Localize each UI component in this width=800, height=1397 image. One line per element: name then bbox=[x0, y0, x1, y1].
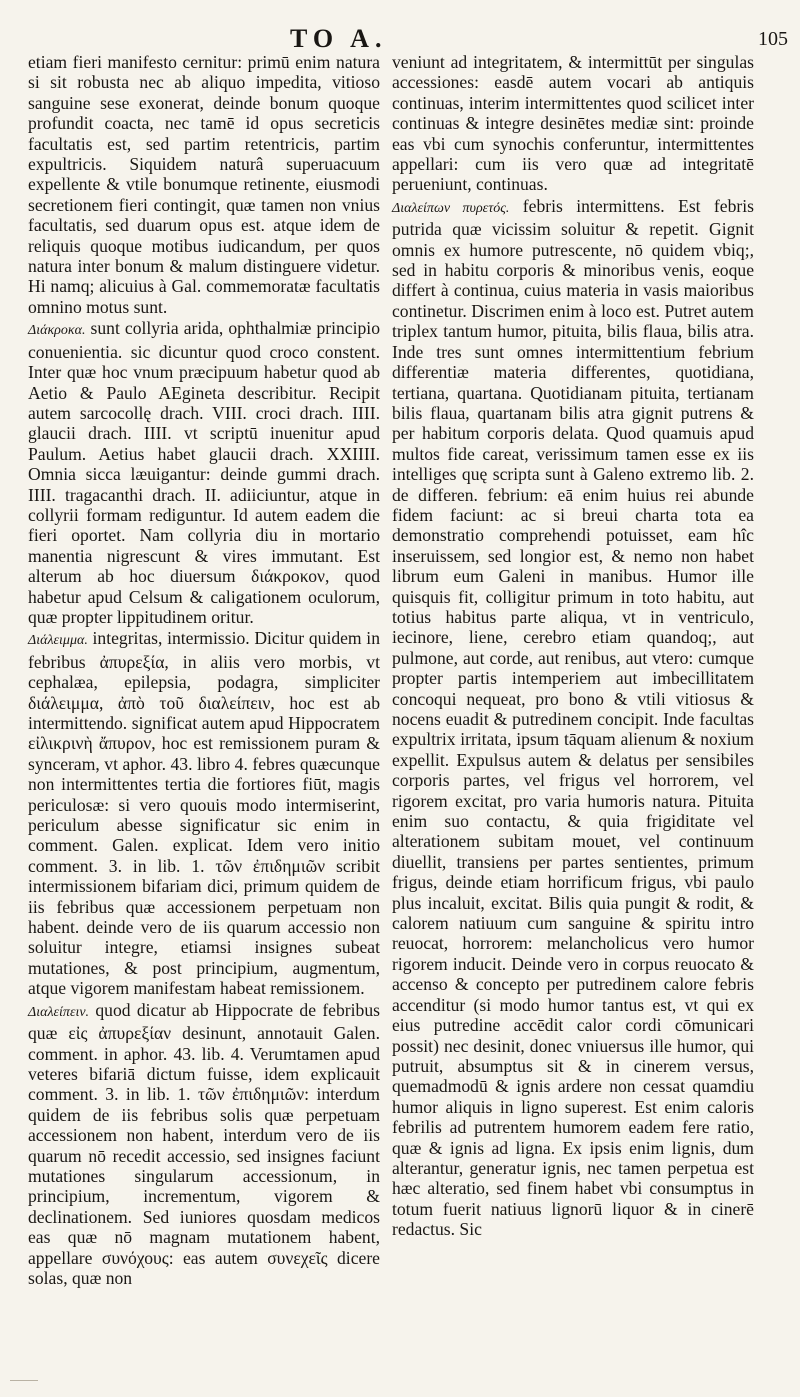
entry-text: veniunt ad integritatem, & intermittūt per singulas accessiones: easdē autem vocari ab antiquis continuas, interim intermittentes quod scilicet inter continuas & integre desinētes mediæ sint: proinde eas vbi cum synochis conferuntur, intermittentes appellari: cum iis vero quæ ad integritatē perueniunt, continuas. bbox=[392, 52, 754, 195]
entry-continuation bbox=[28, 52, 380, 317]
entry-lemma: Διάκροκα. bbox=[28, 323, 86, 339]
left-column bbox=[28, 52, 380, 1288]
right-column bbox=[392, 52, 754, 1240]
page-number: 105 bbox=[758, 28, 788, 50]
entry-text: febris intermittens. Est febris putrida quæ vicissim soluitur & repetit. Gignit omnis ex humore putrescente, nō quidem vbiq;, sed in habitu corporis & minoribus venis, eoque differt à continua, cuius materia in vasis maioribus continetur. Discrimen enim à loco est. Putret autem triplex tantum humor, pituita, bilis flaua, bilis atra. Inde tres sunt omnes intermittentium febrium differentiæ materia differentes, quotidiana, tertiana, quartana. Quotidianam pituita, tertianam bilis flaua, quartanam bilis atra gignit putrens & per habitum corporis delata. Quod quamuis apud multos fide careat, verissimum tamen esse ex iis intelliges quę scripta sunt à Galeno extremo lib. 2. de differen. febrium: eā enim huius rei abunde fidem faciunt: ac si breui charta tota ea demonstratio comprehendi potuisset, eam hîc inseruissem, sed longior est, & nemo non habet librum eum Galeni in manibus. Humor ille quisquis fit, colligitur primum in toto habitu, aut totius habitus parte aliqua, vt in ventriculo, iecinore, liene, cerebro etiam quandoq;, aut pulmone, aut corde, aut renibus, aut vtero: cumque propter partis intemperiem aut imbecillitatem concoqui nequeat, pro bono & vtili vitiosus & nocens euadit & putredinem concipit. Inde facultas expultrix irritata, ipsum tāquam alienum & noxium expellit. Expulsus autem & delatus per sensibiles corporis partes, vel frigus vel horrorem, vel rigorem excitat, pro varia humoris natura. Pituita enim suo contactu, & quia frigiditate vel alterationem subitam mouet, vel continuum diuellit, transiens per partes sentientes, primum frigus, deinde etiam horrificum frigus, vbi paulo plus incaluit, excitat. Bilis quia pungit & rodit, & calorem natiuum cum sanguine & spiritu intro reuocat, horrorem: melancholicus vero humor rigorem inducit. Deinde vero in corpus reuocato & accenso & concepto per putredinem calore febris accenditur (si modo humor tantus est, vt qui ex eius putredine accēdit calor cordi cōmunicari possit) nec desinit, donec vniuersus ille humor, qui putruit, absumptus sit & in cinerem versus, quemadmodū & ignis ardere non cessat quamdiu humor aliquis in ligno superest. Est enim caloris febrilis ad putrentem humorem eadem fere ratio, quæ & ignis ad ligna. Ex ipsis enim lignis, dum alterantur, generatur ignis, nec tamen perpetua est hæc alteratio, sed finem habet vbi consumptus in totum fuerit natiuus lignorū liquor & in cinerē redactus. Sic bbox=[392, 195, 754, 1240]
entry-lemma: Διαλείπειν. bbox=[28, 1004, 90, 1020]
entry-text: quod dicatur ab Hippocrate de febribus quæ εἰς ἀπυρεξίαν desinunt, annotauit Galen. comment. in aphor. 43. lib. 4. Verumtamen apud veteres bifariā dictum fuisse, idem explicauit comment. 3. in lib. 1. τῶν ἐπιδημιῶν: interdum quidem de iis febribus solis quæ perpetuam accessionem non habent, interdum vero de iis quarum nō recedit accessio, sed insignes faciunt mutationes singularum accessionum, in principium, incrementum, vigorem & declinationem. Sed iuniores quosdam medicos eas quæ nō magnam mutationem habent, appellare συνόχους: eas autem συνεχεῖς dicere solas, quæ non bbox=[28, 999, 380, 1288]
entry-continuation bbox=[392, 52, 754, 195]
page-edge-mark bbox=[10, 1380, 38, 1391]
running-head bbox=[0, 4, 800, 53]
entry-diakroka bbox=[28, 318, 380, 627]
entry-text: integritas, intermissio. Dicitur quidem in febribus ἀπυρεξία, in aliis vero morbis, vt cephalæa, epilepsia, podagra, simpliciter διάλειμμα, ἀπὸ τοῦ διαλείπειν, hoc est ab intermittendo. significat autem apud Hippocratem εἰλικρινὴ ἄπυρον, hoc est remissionem puram & synceram, vt aphor. 43. libro 4. febres quæcunque non intermittentes tertia die fortiores fiūt, magis periculosæ: si vero quouis modo intermiserint, periculum abesse significatur sic enim in comment. Galen. explicat. Idem vero initio comment. 3. in lib. 1. τῶν ἐπιδημιῶν scribit intermissionem bifariam dici, primum quidem de iis febribus quæ accessionem perpetuam non habent. deinde vero de iis quarum accessio non soluitur integre, etiamsi insignes subeat mutationes, & post principium, augmentum, atque vigorem manifestam habeat remissionem. bbox=[28, 628, 380, 999]
entry-lemma: Διαλείπων πυρετός. bbox=[392, 200, 510, 216]
entry-text: sunt collyria arida, ophthalmiæ principio conuenientia. sic dicuntur quod croco constent. Inter quæ hoc vnum præcipuum habetur quod ab Aetio & Paulo AEgineta describitur. Recipit autem sarcocollę drach. VIII. croci drach. IIII. glaucii drach. IIII. vt scriptū inuenitur apud Paulum. Aetius habet glaucii drach. XXIIII. Omnia sicca læuigantur: deinde gummi drach. IIII. tragacanthi drach. II. adiiciuntur, atque in collyrii formam rediguntur. Id autem eadem die fieri oportet. Nam collyria diu in mortario manentia nigrescunt & vires immutant. Est alterum ab hoc diuersum διάκροκον, quod habetur apud Celsum & caligationem oculorum, quæ propter lippitudinem oritur. bbox=[28, 318, 380, 627]
entry-lemma: Διάλειμμα. bbox=[28, 633, 88, 649]
running-title: TO A. bbox=[290, 24, 388, 53]
entry-text: etiam fieri manifesto cernitur: primū enim natura si sit robusta nec ab aliquo impedita, vitioso sanguine sese exonerat, deinde bonum quoque profundit coacta, nec tamē id opus secreticis facultatis est, sed partim retentricis, partim expultricis. Siquidem naturâ superuacuum expellente & vtile bonumque retinente, eiusmodi secretionem fieri contingit, quæ tamen non vnius facultatis, sed duarum opus est. atque idem de reliquis quoque motibus iudicandum, per quos natura inter bonum & malum distinguere videtur. Hi namq; alicuius à Gal. commemoratæ facultatis omnino motus sunt. bbox=[28, 52, 380, 317]
entry-dialeimma bbox=[28, 628, 380, 998]
entry-dialeipon-pyretos bbox=[392, 196, 754, 1240]
entry-dialeipein bbox=[28, 1000, 380, 1289]
